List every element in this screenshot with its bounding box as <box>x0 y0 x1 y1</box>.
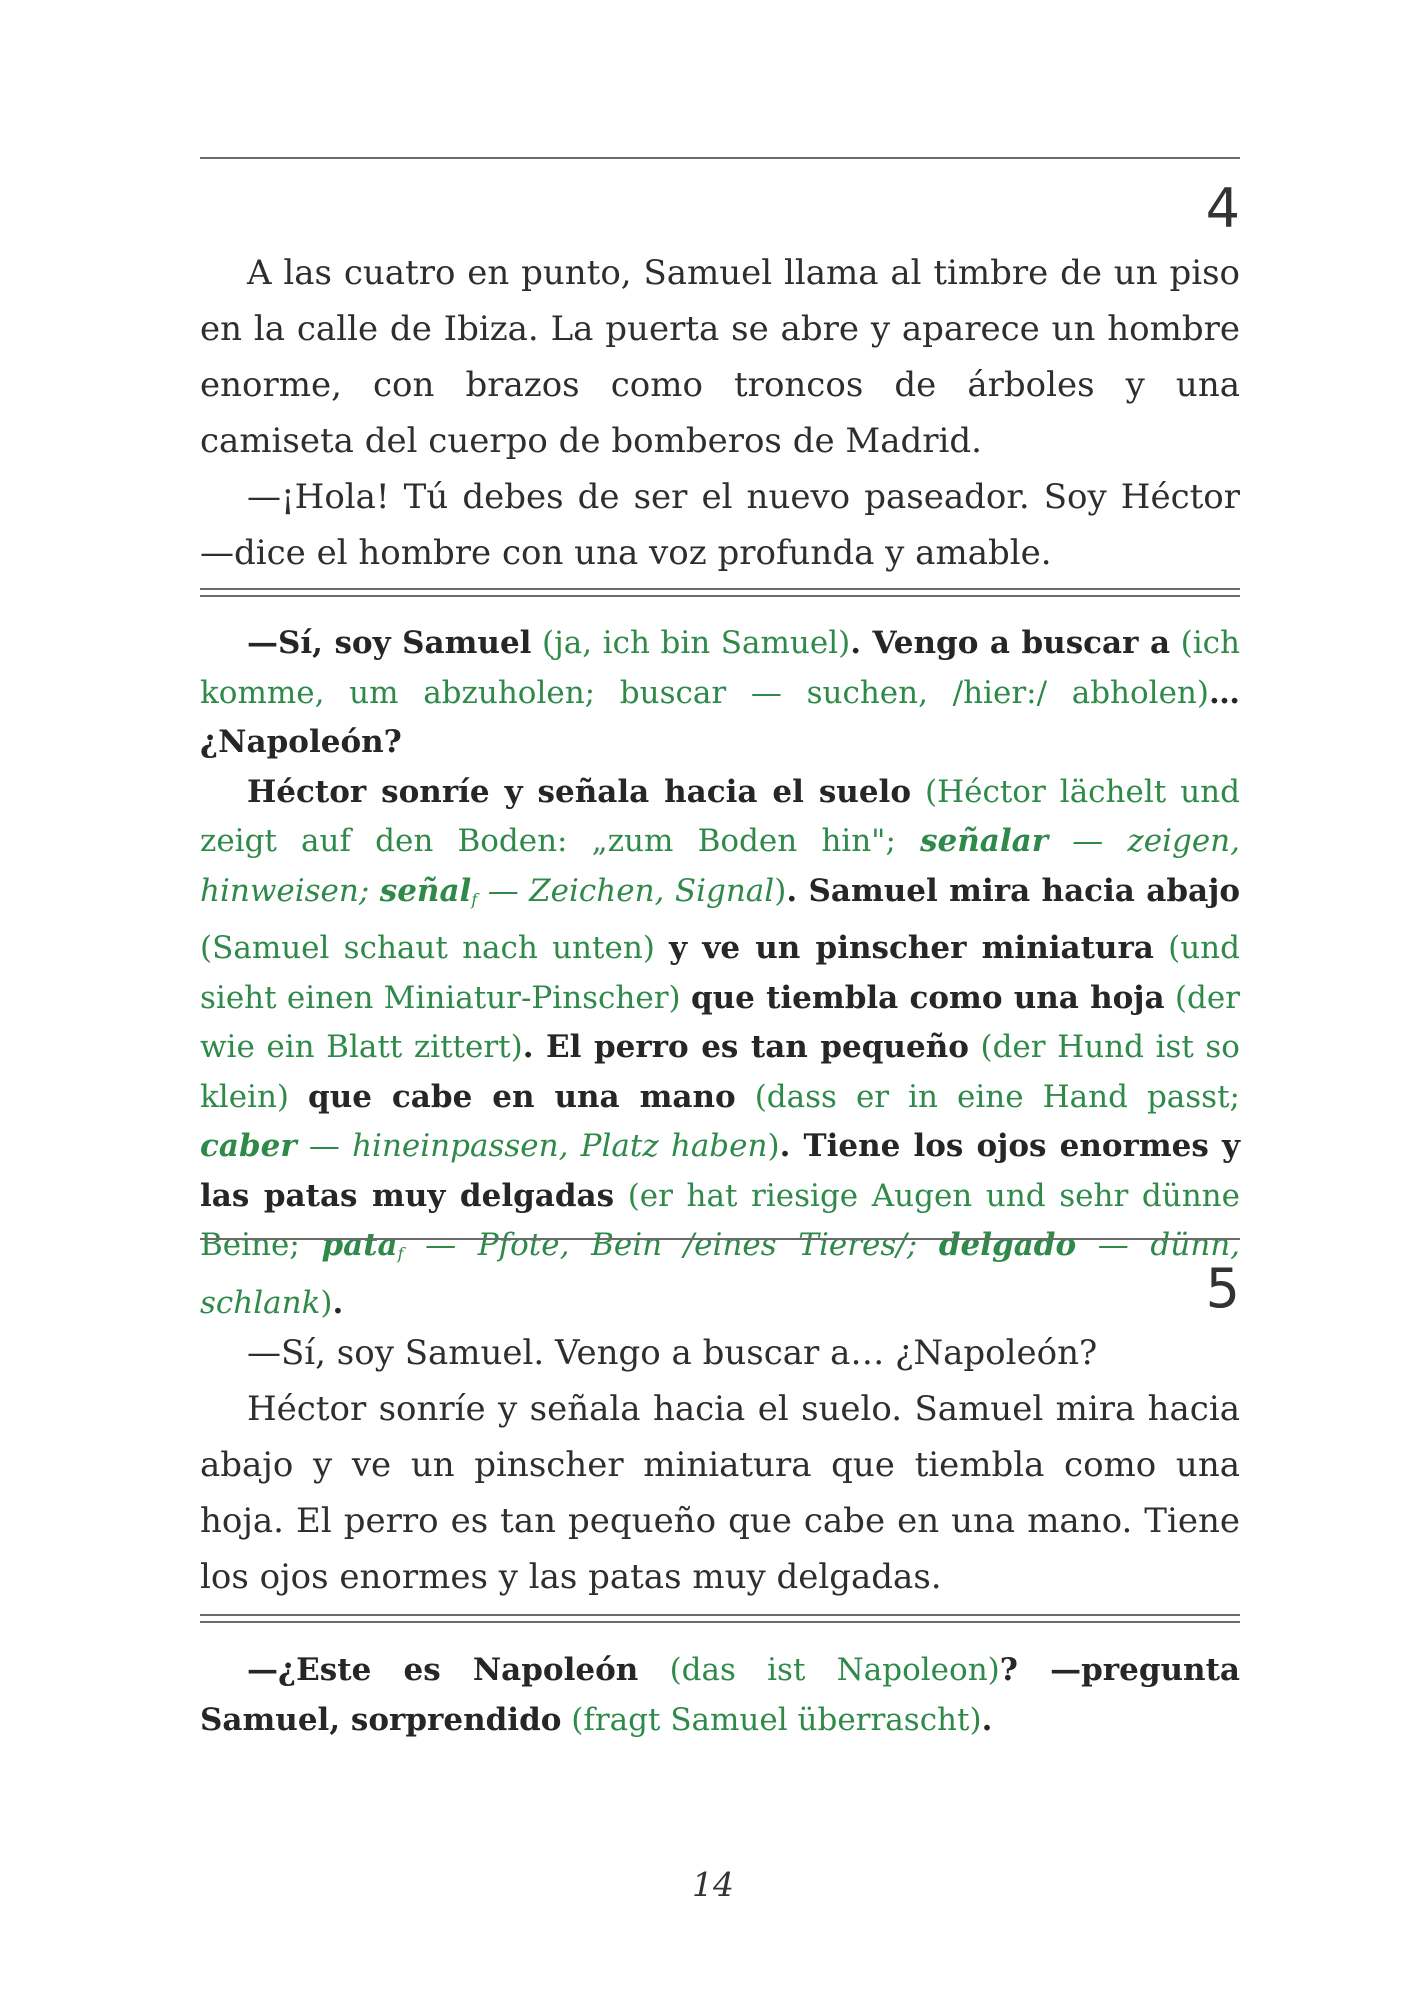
annotated-spanish: —Sí, soy Samuel <box>247 625 532 661</box>
annotated-spanish: que cabe en una mano <box>308 1078 736 1115</box>
german-gloss: (er hat riesige Augen und sehr dünne Beine; <box>200 1177 1240 1263</box>
section-4-text <box>200 245 1240 581</box>
vocab-word: caber <box>200 1128 297 1164</box>
section-5-rule <box>200 1238 1240 1240</box>
german-gloss: (der Hund ist so klein) <box>200 1029 1240 1115</box>
annotation-1-paragraph-2: Héctor sonríe y señala hacia el suelo (Héctor lächelt und zeigt auf den Boden: „zum Boden hin"; señalar — zeigen, hinweisen; señal$_f$ — Zeichen, Signal). Samuel mira hacia abajo (Samuel schaut nach unten) y ve un pinscher miniatura (und sieht einen Miniatur-Pinscher) que tiembla como una hoja (der wie ein Blatt zittert). El perro es tan pequeño (der Hund ist so klein) que cabe en una mano (dass er in eine Hand passt; caber — hineinpassen, Platz haben). Tiene los ojos enormes y las patas muy delgadas (er hat riesige Augen und sehr dünne Beine; pata$_f$ — Pfote, Bein /eines Tieres/; delgado — dünn, schlank). <box>200 773 1241 1321</box>
german-gloss: (Héctor lächelt und zeigt auf den Boden: „zum Boden hin"; <box>200 773 1240 859</box>
gender-marker: f <box>471 889 478 909</box>
section-number-4: 4 <box>1205 177 1240 240</box>
section-5-paragraph-2: Héctor sonríe y señala hacia el suelo. Samuel mira hacia abajo y ve un pinscher miniatura que tiembla como una hoja. El perro es tan pequeño que cabe en una mano. Tiene los ojos enormes y las patas muy delgadas. <box>200 1389 1240 1597</box>
german-gloss: (fragt Samuel überrascht) <box>571 1701 982 1738</box>
section-5-text <box>200 1325 1240 1605</box>
vocab-word: delgado <box>938 1227 1077 1263</box>
german-gloss: (ich komme, um abzuholen; buscar — suchen, /hier:/ abholen) <box>200 625 1240 711</box>
german-gloss: (ja, ich bin Samuel) <box>542 625 851 661</box>
annotated-spanish: —¿Este es Napoleón <box>247 1652 639 1688</box>
vocab-word: pata <box>321 1227 398 1263</box>
vocab-definition: — Pfote, Bein /eines Tieres/; <box>425 1227 918 1263</box>
german-gloss: (dass er in eine Hand passt; <box>754 1078 1240 1115</box>
annotated-spanish: … ¿Napoleón? <box>200 674 1240 760</box>
german-gloss: (der wie ein Blatt zittert) <box>200 979 1240 1065</box>
annotated-spanish: y ve un pinscher miniatura <box>669 930 1154 966</box>
vocab-definition: — Zeichen, Signal <box>487 872 775 909</box>
section-5-paragraph-1: —Sí, soy Samuel. Vengo a buscar a… ¿Napoleón? <box>247 1333 1098 1373</box>
annotated-spanish: Vengo a buscar a <box>872 625 1171 661</box>
annotated-spanish: ? —pregunta Samuel, sorprendido <box>200 1652 1240 1738</box>
vocab-definition: — zeigen, hinweisen; <box>200 823 1240 909</box>
section-number-5: 5 <box>1205 1257 1240 1320</box>
annotation-2-paragraph-1: —¿Este es Napoleón (das ist Napoleon)? —pregunta Samuel, sorprendido (fragt Samuel überrascht). <box>200 1652 1240 1738</box>
annotated-spanish: Tiene los ojos enormes y las patas muy delgadas <box>200 1128 1240 1214</box>
german-gloss: (und sieht einen Miniatur-Pinscher) <box>200 930 1240 1016</box>
section-4-paragraph-1: A las cuatro en punto, Samuel llama al timbre de un piso en la calle de Ibiza. La puerta se abre y aparece un hombre enorme, con brazos como troncos de árboles y una camiseta del cuerpo de bomberos de Madrid. <box>200 253 1240 461</box>
vocab-definition: — dünn, schlank <box>200 1227 1241 1321</box>
german-gloss: (das ist Napoleon) <box>669 1652 1000 1688</box>
annotated-spanish: Samuel mira hacia abajo <box>808 872 1241 909</box>
annotation-1 <box>200 619 1240 1328</box>
annotated-spanish: El perro es tan pequeño <box>546 1029 969 1065</box>
annotation-2 <box>200 1646 1240 1745</box>
top-rule <box>200 157 1240 159</box>
annotation-1-paragraph-1: —Sí, soy Samuel (ja, ich bin Samuel). Vengo a buscar a (ich komme, um abzuholen; buscar — suchen, /hier:/ abholen)… ¿Napoleón? <box>200 625 1240 760</box>
annotation-1-rule <box>200 588 1240 597</box>
annotated-spanish: que tiembla como una hoja <box>690 979 1165 1016</box>
annotated-spanish: Héctor sonríe y señala hacia el suelo <box>247 773 912 810</box>
vocab-definition: — hineinpassen, Platz haben <box>308 1128 768 1164</box>
vocab-word: señal <box>379 872 472 909</box>
gender-marker: f <box>397 1244 404 1263</box>
vocab-word: señalar <box>920 823 1049 859</box>
annotation-2-rule <box>200 1614 1240 1623</box>
page-number: 14 <box>692 1865 734 1904</box>
section-4-paragraph-2: —¡Hola! Tú debes de ser el nuevo paseador. Soy Héctor —dice el hombre con una voz profunda y amable. <box>200 477 1240 573</box>
german-gloss: (Samuel schaut nach unten) <box>200 930 655 966</box>
